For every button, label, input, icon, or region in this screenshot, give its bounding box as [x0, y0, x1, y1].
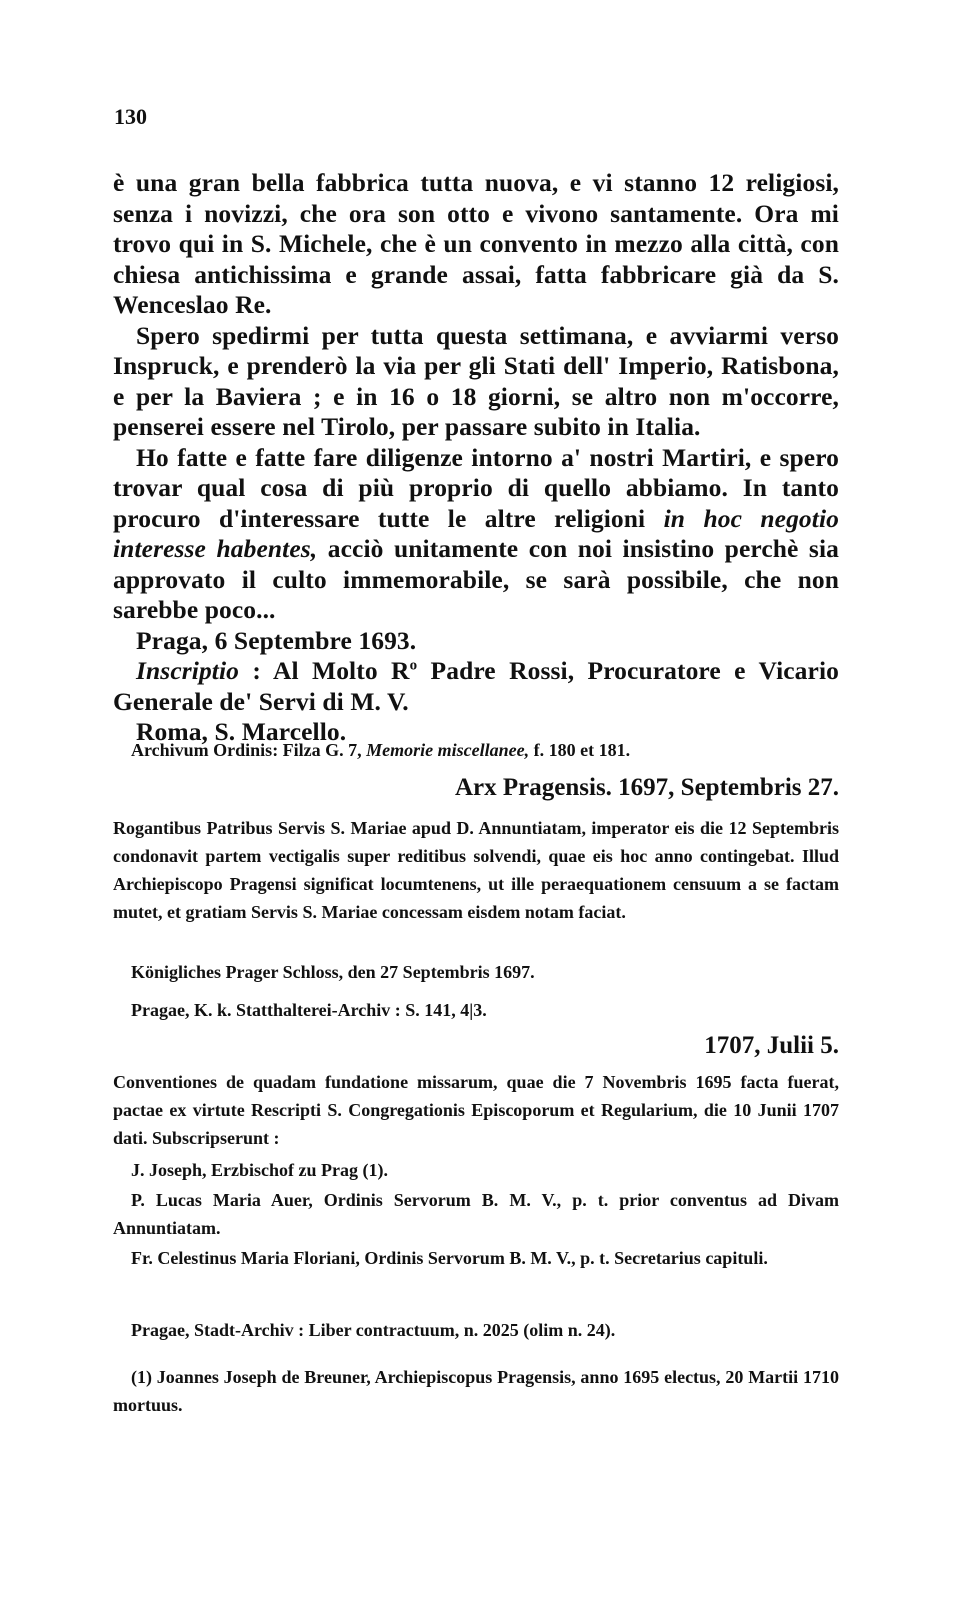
entry3-signature-3: Fr. Celestinus Maria Floriani, Ordinis Servorum B. M. V., p. t. Secretarius capituli. — [131, 1248, 768, 1268]
entry3-signature-1: J. Joseph, Erzbischof zu Prag (1). — [131, 1160, 388, 1180]
source1-italic: Memorie miscellanee, — [366, 740, 530, 760]
inscriptio-text-b: Padre Rossi, Procuratore e Vicario Generale de' Servi di M. V. — [113, 656, 839, 716]
letter-paragraph-1: è una gran bella fabbrica tutta nuova, e vi stanno 12 religiosi, senza i novizzi, che ora son otto e vivono santamente. Ora mi trovo qui in S. Michele, che è un convento in mezzo alla città, con chiesa antichissima e grande assai, fatta fabbricare già da S. Wenceslao Re. — [113, 168, 839, 319]
letter-paragraph-3 — [113, 443, 839, 626]
entry2-dateline: Königliches Prager Schloss, den 27 Septembris 1697. — [131, 962, 535, 982]
entry3-summary: Conventiones de quadam fundatione missarum, quae die 7 Novembris 1695 facta fuerat, pactae ex virtute Rescripti S. Congregationis Episcoporum et Regularium, die 10 Junii 1707 dati. Subscripserunt : — [113, 1072, 839, 1148]
source1-text-a: Archivum Ordinis: Filza G. 7, — [131, 740, 367, 760]
letter-date: Praga, 6 Septembre 1693. — [136, 625, 417, 655]
entry3-heading: 1707, Julii 5. — [704, 1032, 839, 1059]
entry2-source: Pragae, K. k. Statthalterei-Archiv : S. 141, 4|3. — [131, 1000, 487, 1020]
source-citation-1 — [113, 736, 839, 764]
footnote: (1) Joannes Joseph de Breuner, Archiepiscopus Pragensis, anno 1695 electus, 20 Martii 1710 mortuus. — [113, 1367, 839, 1415]
letter-inscriptio — [113, 656, 839, 717]
source1-text-b: f. 180 et 181. — [529, 740, 631, 760]
latin-phrase: in hoc negotio interesse habentes, — [113, 503, 839, 563]
entry2-heading: Arx Pragensis. 1697, Septembris 27. — [455, 774, 839, 801]
paragraph-3-text-a: Ho fatte e fatte fare diligenze intorno a' nostri Martiri, e spero trovar qual cosa di più proprio di quello abbiamo. In tanto procuro d'interessare tutte le altre religioni — [113, 442, 839, 533]
letter-place: Roma, S. Marcello. — [136, 717, 347, 746]
entry3-source: Pragae, Stadt-Archiv : Liber contractuum, n. 2025 (olim n. 24). — [131, 1320, 616, 1340]
inscriptio-label: Inscriptio — [136, 656, 240, 685]
page-number: 130 — [114, 104, 147, 129]
letter-body — [113, 168, 839, 748]
inscriptio-text-a: : Al Molto R — [239, 656, 410, 685]
paragraph-3-text-b: acciò unitamente con noi insistino perchè sia approvato il culto immemorabile, se sarà possibile, che non sarebbe poco... — [113, 534, 839, 624]
letter-paragraph-2: Spero spedirmi per tutta questa settimana, e avviarmi verso Inspruck, e prenderò la via per gli Stati dell' Imperio, Ratisbona, e per la Baviera ; e in 16 o 18 giorni, se altro non m'occorre, penserei essere nel Tirolo, per passare subito in Italia. — [113, 320, 839, 441]
entry2-summary: Rogantibus Patribus Servis S. Mariae apud D. Annuntiatam, imperator eis die 12 Septembris condonavit partem vectigalis super reditibus solvendi, quae eis hoc anno contingebat. Illud Archiepiscopo Pragensi significat locumtenens, ut ille peraequationem censuum a se factam mutet, et gratiam Servis S. Mariae concessam eisdem notam faciat. — [113, 818, 839, 922]
inscriptio-superscript: o — [409, 657, 418, 674]
entry3-signature-2: P. Lucas Maria Auer, Ordinis Servorum B. M. V., p. t. prior conventus ad Divam Annuntiatam. — [113, 1190, 839, 1238]
